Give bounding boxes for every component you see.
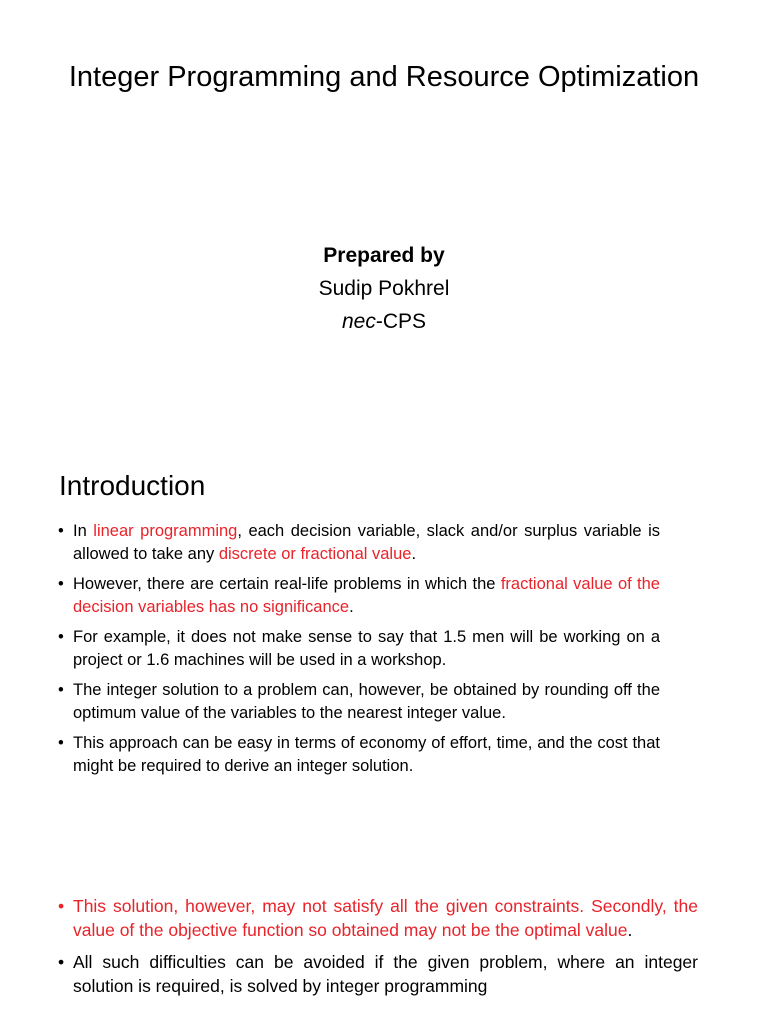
bullet-text: The integer solution to a problem can, however, be obtained by rounding off the optimum value of the variables to the nearest integer value. xyxy=(73,681,660,722)
bullet-list-continued xyxy=(58,894,698,1006)
bullet-item xyxy=(58,732,660,777)
bullet-list xyxy=(58,520,660,785)
bullet-dot: • xyxy=(58,628,64,646)
bullet-text: This approach can be easy in terms of economy of effort, time, and the cost that might be required to derive an integer solution. xyxy=(73,734,660,775)
bullet-dot: • xyxy=(58,681,64,699)
bullet-dot: • xyxy=(58,952,65,972)
bullet-text: In xyxy=(73,522,94,540)
author-name: Sudip Pokhrel xyxy=(318,277,450,300)
highlight-text: discrete or fractional value xyxy=(218,544,412,563)
highlight-text: linear programming xyxy=(93,522,238,540)
bullet-text: However, there are certain real-life problems in which the xyxy=(73,575,501,593)
bullet-item xyxy=(58,950,698,998)
organization-italic: nec xyxy=(341,310,376,333)
bullet-item xyxy=(58,520,660,565)
presentation-title: Integer Programming and Resource Optimization xyxy=(68,61,700,93)
bullet-text: . xyxy=(627,920,633,940)
bullet-text: . xyxy=(411,544,417,563)
bullet-item xyxy=(58,573,660,618)
introduction-slide xyxy=(0,440,768,1024)
bullet-text: , each decision variable, slack and/or surplus variable is allowed to take any xyxy=(73,522,660,563)
bullet-text: For example, it does not make sense to say that 1.5 men will be working on a project or 1.6 machines will be used in a workshop. xyxy=(73,628,660,669)
bullet-item xyxy=(58,626,660,671)
organization xyxy=(0,308,768,336)
organization-rest: -CPS xyxy=(375,310,427,333)
bullet-text: All such difficulties can be avoided if the given problem, where an integer solution is required, is solved by integer programming xyxy=(73,952,698,996)
bullet-dot: • xyxy=(58,734,64,752)
bullet-dot: • xyxy=(58,896,65,916)
bullet-dot: • xyxy=(58,575,64,593)
title-slide xyxy=(0,0,768,432)
prepared-by-label: Prepared by xyxy=(323,244,445,267)
bullet-text: . xyxy=(349,597,354,616)
bullet-item xyxy=(58,679,660,724)
highlight-text: This solution, however, may not satisfy all the given constraints. Secondly, the value of the objective function so obtained may not be the optimal value xyxy=(73,896,698,940)
bullet-dot: • xyxy=(58,522,64,540)
bullet-item xyxy=(58,894,698,942)
section-heading: Introduction xyxy=(59,470,206,501)
highlight-text: fractional value of the decision variables has no significance xyxy=(73,575,660,616)
